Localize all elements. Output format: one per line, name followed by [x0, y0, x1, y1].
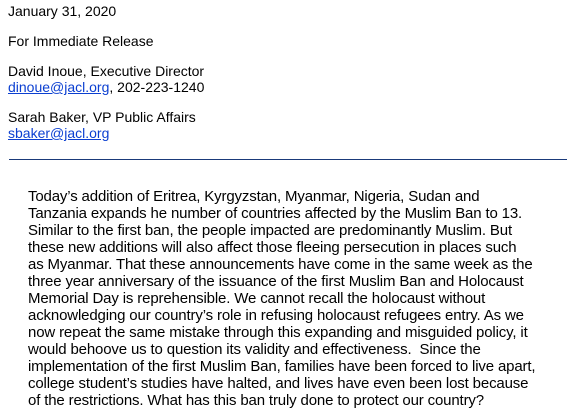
body-line: Tanzania expands he number of countries affected by the Muslim Ban to 13.	[28, 205, 523, 222]
contact-2-info	[8, 125, 204, 141]
contact-1-name: David Inoue, Executive Director	[8, 63, 205, 79]
release-note: For Immediate Release	[8, 33, 154, 49]
contact-2-email-link[interactable]: sbaker@jacl.org	[8, 125, 110, 141]
body-line: Memorial Day is reprehensible. We cannot recall the holocaust without	[28, 290, 486, 307]
body-line: acknowledging our country’s role in refusing holocaust refugees entry. As we	[28, 307, 524, 324]
body-line: three year anniversary of the issuance of the first Muslim Ban and Holocaust	[28, 273, 524, 290]
contact-1-email-link[interactable]: dinoue@jacl.org	[8, 79, 110, 95]
press-release-body	[28, 188, 558, 409]
contact-1-phone: , 202-223-1240	[109, 79, 205, 95]
body-line: of the restrictions. What has this ban truly done to protect our country?	[28, 392, 484, 409]
body-line: as Myanmar. That these announcements have come in the same week as the	[28, 256, 533, 273]
body-line: implementation of the first Muslim Ban, families have been forced to live apart,	[28, 358, 536, 375]
body-line: now repeat the same mistake through this expanding and misguided policy, it	[28, 324, 528, 341]
contact-2-name: Sarah Baker, VP Public Affairs	[8, 109, 196, 125]
body-line: would behoove us to question its validity and effectiveness. Since the	[28, 341, 481, 358]
press-release-header	[8, 3, 204, 141]
body-line: Similar to the first ban, the people impacted are predominantly Muslim. But	[28, 222, 512, 239]
body-line: Today’s addition of Eritrea, Kyrgyzstan, Myanmar, Nigeria, Sudan and	[28, 188, 480, 205]
body-line: these new additions will also affect those fleeing persecution in places such	[28, 239, 517, 256]
header-divider	[9, 159, 567, 160]
body-line: college student’s studies have halted, and lives have even been lost because	[28, 375, 529, 392]
release-date: January 31, 2020	[8, 3, 117, 19]
contact-1-info	[8, 79, 204, 95]
